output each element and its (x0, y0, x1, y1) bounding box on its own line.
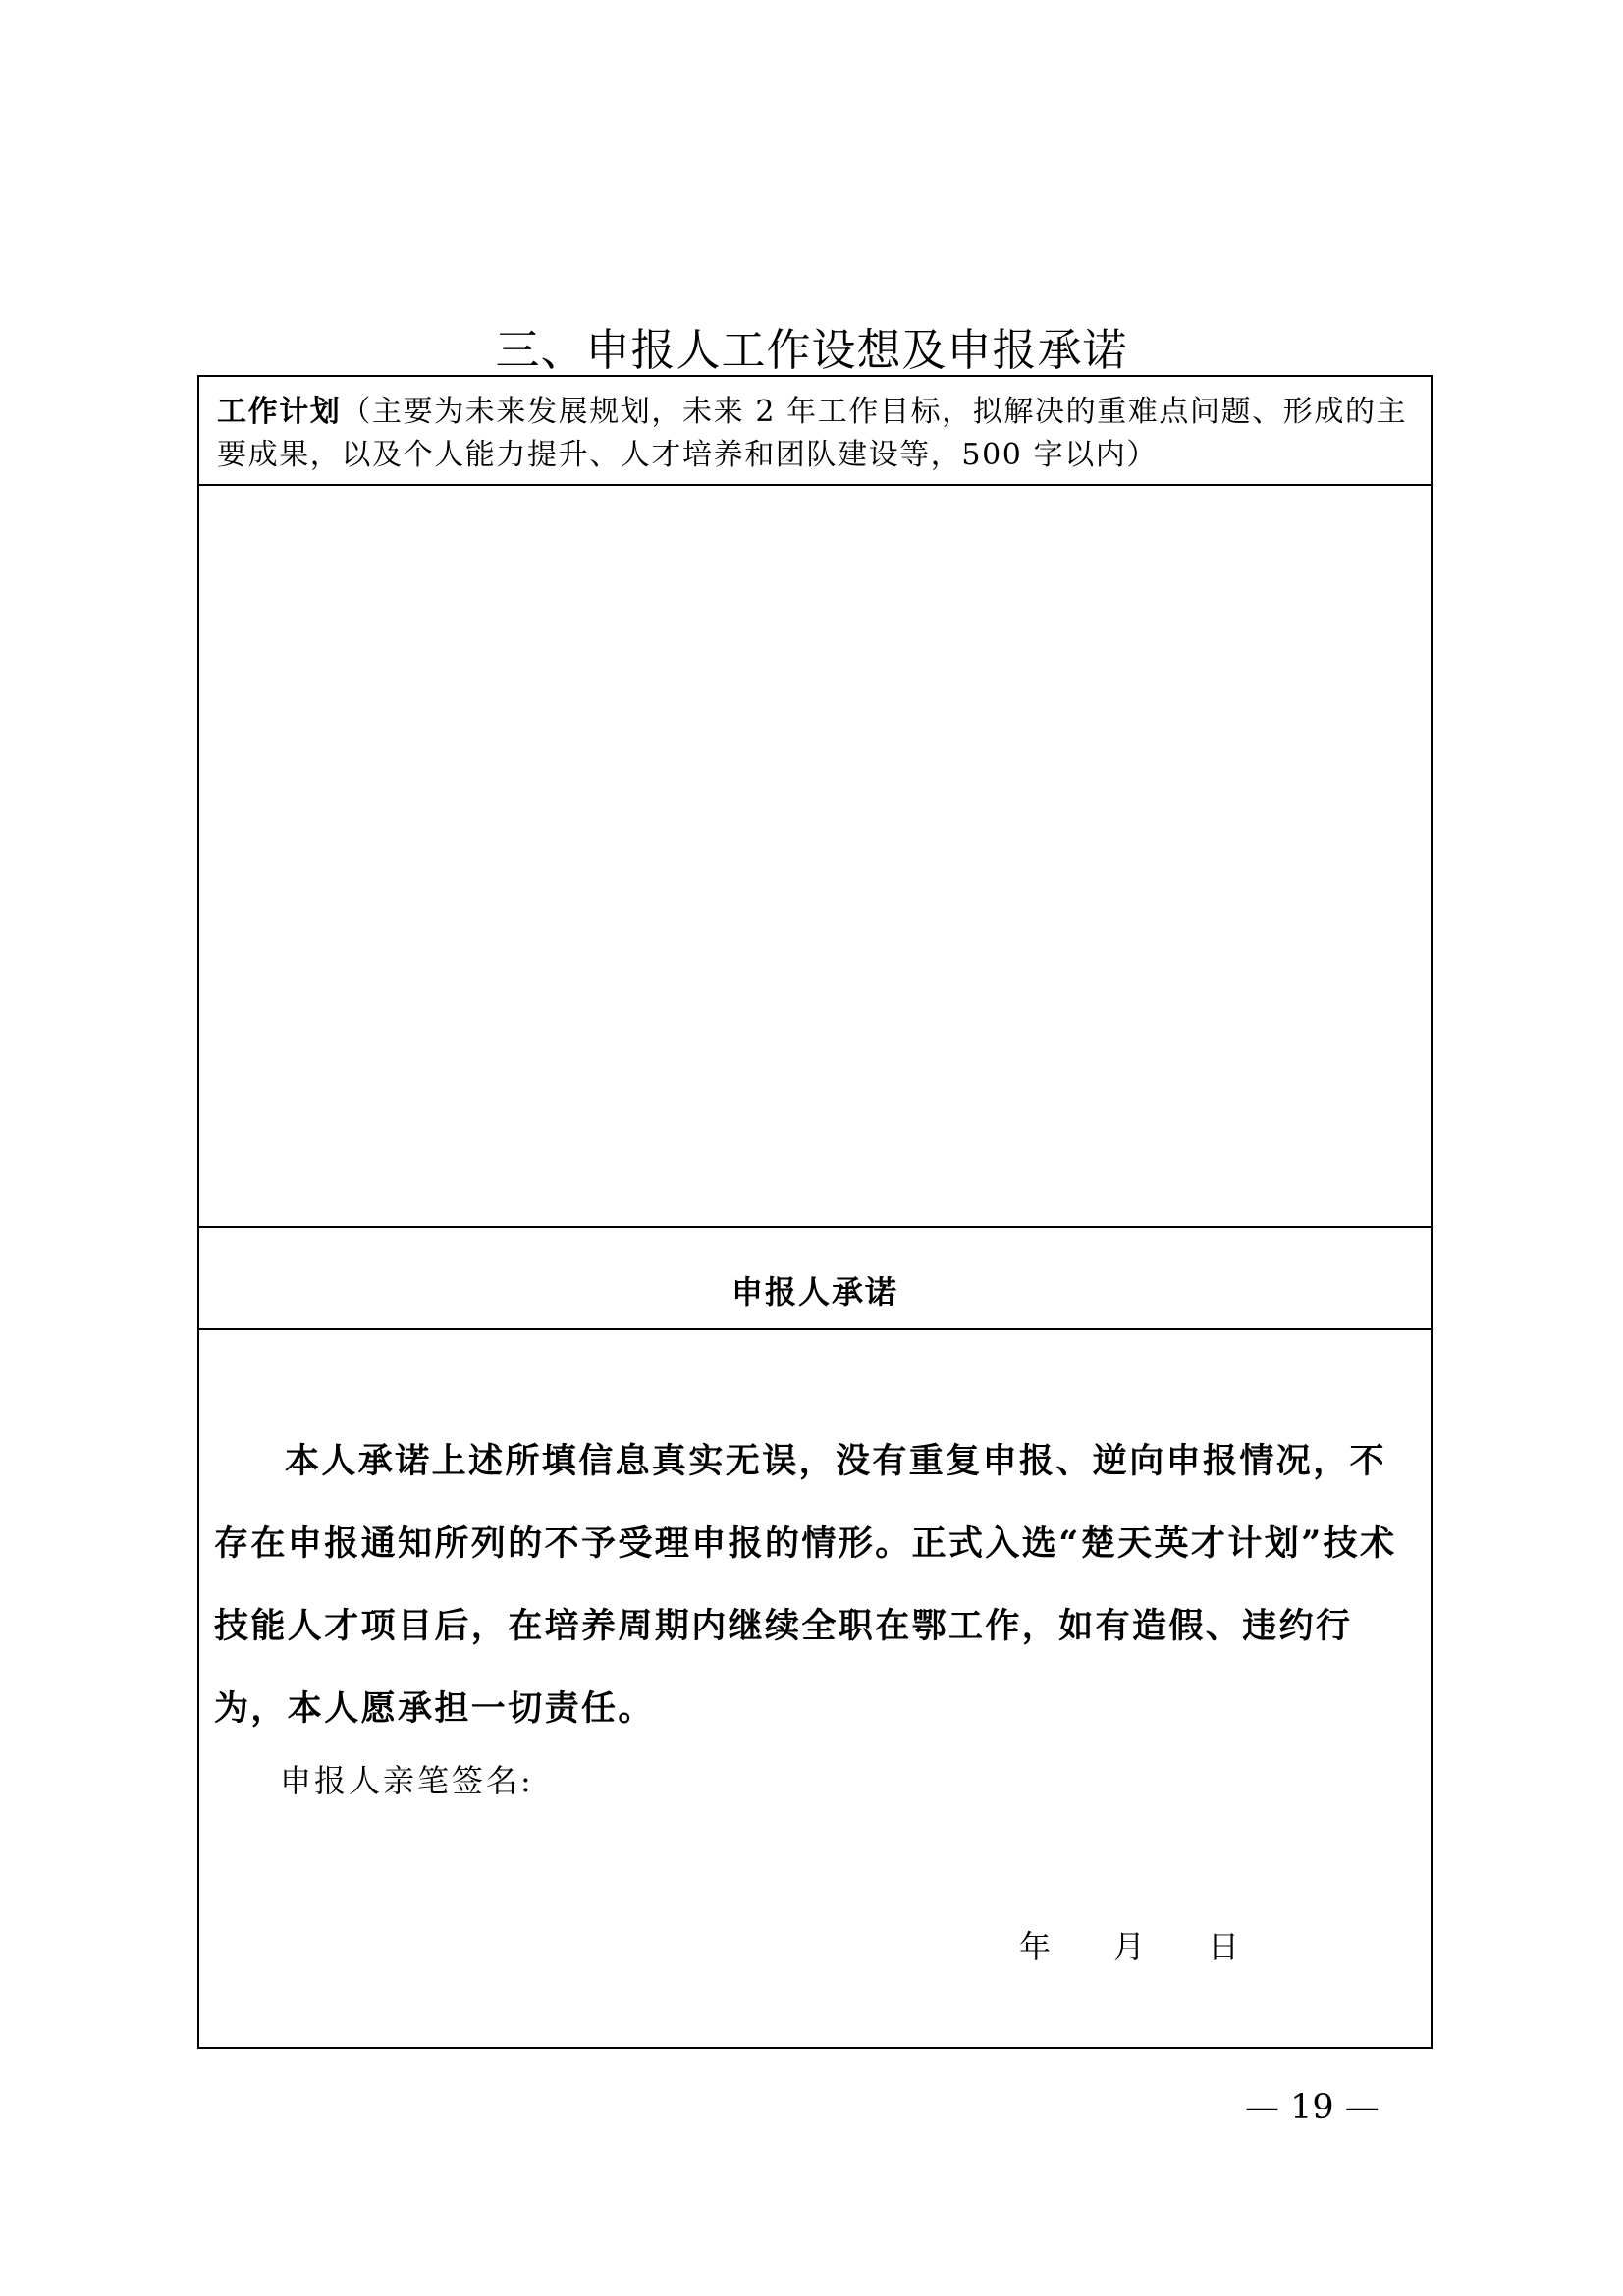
pledge-text: 本人承诺上述所填信息真实无误，没有重复申报、逆向申报情况，不存在申报通知所列的不予受理申报的情形。正式入选“楚天英才计划”技术技能人才项目后，在培养周期内继续全职在鄂工作，如有造假、违约行为，本人愿承担一切责任。 (214, 1441, 1397, 1729)
page-number: — 19 — (1245, 2088, 1380, 2127)
signature-label: 申报人亲笔签名: (280, 1762, 534, 1799)
pledge-section (199, 1330, 1431, 2047)
form-table (197, 375, 1433, 2049)
work-plan-header (217, 391, 1417, 477)
work-plan-header-row (199, 377, 1431, 486)
date-line: 年 月 日 (1019, 1928, 1240, 1965)
work-plan-label: 工作计划 (217, 395, 342, 429)
work-plan-instructions: （主要为未来发展规划，未来 2 年工作目标，拟解决的重难点问题、形成的主要成果，以及个人能力提升、人才培养和团队建设等，500 字以内） (217, 395, 1408, 472)
page-title: 三、申报人工作设想及申报承诺 (495, 324, 1128, 376)
pledge-heading: 申报人承诺 (730, 1273, 898, 1310)
work-plan-content-area[interactable] (199, 486, 1431, 1228)
pledge-heading-row (199, 1228, 1431, 1330)
